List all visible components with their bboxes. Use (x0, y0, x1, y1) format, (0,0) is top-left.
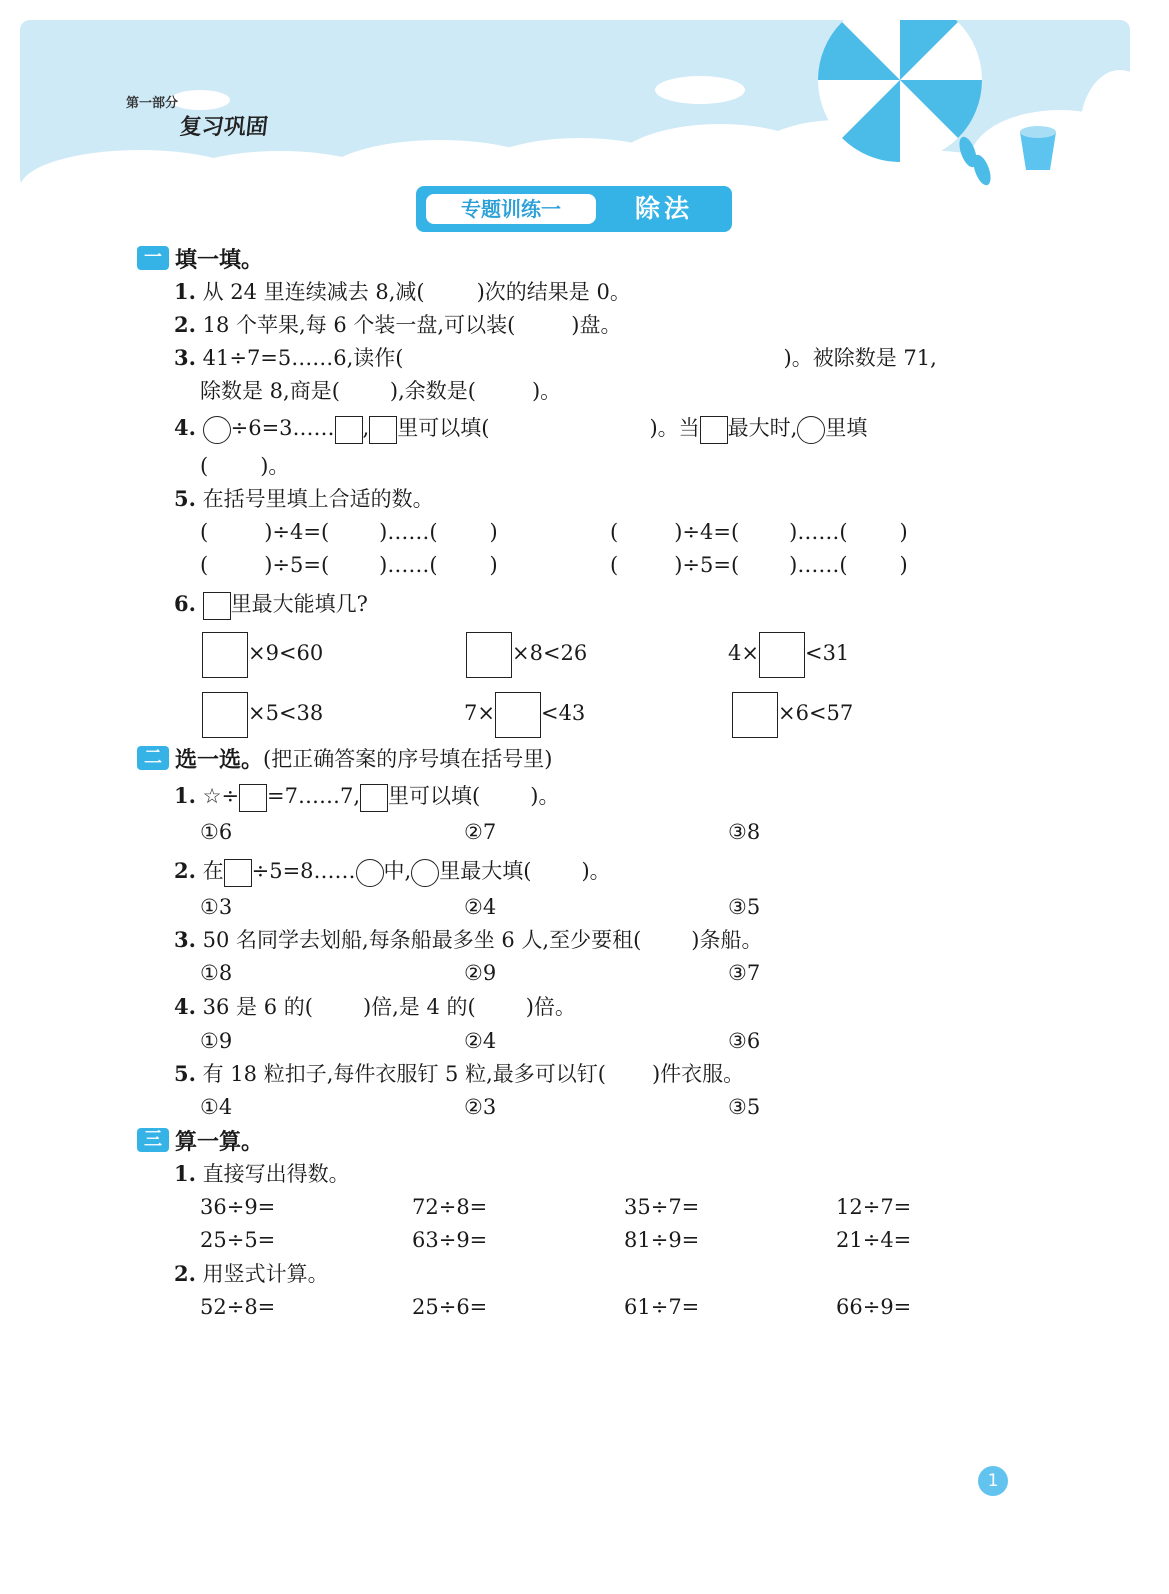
calc-item: 25÷6= (412, 1295, 488, 1319)
calc-item: 21÷4= (836, 1228, 912, 1252)
section-note: (把正确答案的序号填在括号里) (263, 747, 553, 771)
option[interactable]: ②3 (464, 1095, 497, 1119)
box-blank[interactable] (360, 784, 388, 812)
question-1-6-item-4: ×5<38 (202, 690, 323, 738)
question-1-1: 1. 从 24 里连续减去 8,减( )次的结果是 0。 (174, 279, 631, 304)
section-3-heading (137, 1126, 263, 1154)
box-blank[interactable] (732, 692, 778, 738)
section-title: 算一算。 (175, 1129, 264, 1155)
box-blank[interactable] (369, 416, 397, 444)
question-1-6-item-6: ×6<57 (732, 690, 853, 738)
sky-background (20, 20, 1130, 188)
option[interactable]: ②9 (464, 961, 497, 985)
question-2-3: 3. 50 名同学去划船,每条船最多坐 6 人,至少要租( )条船。 (174, 927, 763, 952)
option[interactable]: ③7 (728, 961, 761, 985)
calc-item: 66÷9= (836, 1295, 912, 1319)
section-2-heading (137, 744, 552, 772)
box-blank[interactable] (759, 632, 805, 678)
box-blank[interactable] (495, 692, 541, 738)
question-3-2: 2. 用竖式计算。 (174, 1261, 329, 1286)
question-1-6-item-5: 7× <43 (464, 690, 585, 738)
question-1-2: 2. 18 个苹果,每 6 个装一盘,可以装( )盘。 (174, 312, 622, 337)
question-1-5-row-2a: ( )÷5=( )……( ) (200, 553, 498, 577)
calc-item: 35÷7= (624, 1195, 700, 1219)
calc-item: 12÷7= (836, 1195, 912, 1219)
section-badge: 一 (137, 246, 169, 270)
question-1-4: 4. ÷6=3…… , 里可以填( )。当 最大时, 里填 (174, 414, 867, 444)
page-number: 1 (978, 1466, 1008, 1496)
circle-blank[interactable] (797, 416, 825, 444)
calc-item: 81÷9= (624, 1228, 700, 1252)
part-label-big: 复习巩固 (178, 115, 270, 140)
circle-blank[interactable] (411, 859, 439, 887)
question-2-5: 5. 有 18 粒扣子,每件衣服钉 5 粒,最多可以钉( )件衣服。 (174, 1061, 745, 1086)
option[interactable]: ③8 (728, 820, 761, 844)
calc-item: 63÷9= (412, 1228, 488, 1252)
header-illustration (20, 20, 1130, 188)
question-2-1: 1. ☆÷ =7……7, 里可以填( )。 (174, 782, 559, 812)
box-blank[interactable] (335, 416, 363, 444)
box-blank[interactable] (202, 632, 248, 678)
question-1-3-cont: 除数是 8,商是( ),余数是( )。 (200, 379, 562, 403)
section-badge: 二 (137, 746, 169, 770)
circle-blank[interactable] (203, 416, 231, 444)
question-3-1: 1. 直接写出得数。 (174, 1161, 350, 1186)
box-blank[interactable] (239, 784, 267, 812)
question-1-5-row-1b: ( )÷4=( )……( ) (610, 520, 908, 544)
banner-topic: 除法 (634, 194, 693, 223)
question-1-6-item-1: ×9<60 (202, 630, 323, 678)
bucket-icon (1020, 126, 1056, 170)
option[interactable]: ①4 (200, 1095, 233, 1119)
question-1-6-item-2: ×8<26 (466, 630, 587, 678)
question-2-2: 2. 在 ÷5=8…… 中, 里最大填( )。 (174, 857, 611, 887)
section-1-heading (137, 244, 263, 272)
option[interactable]: ③6 (728, 1029, 761, 1053)
section-title: 选一选。 (175, 747, 264, 773)
part-label-small: 第一部分 (126, 96, 179, 111)
option[interactable]: ①9 (200, 1029, 233, 1053)
option[interactable]: ①3 (200, 895, 233, 919)
banner-label: 专题训练一 (426, 194, 596, 224)
calc-item: 25÷5= (200, 1228, 276, 1252)
option[interactable]: ②4 (464, 895, 497, 919)
calc-item: 52÷8= (200, 1295, 276, 1319)
circle-blank[interactable] (356, 859, 384, 887)
section-title: 填一填。 (175, 247, 264, 273)
question-1-4-cont: ( )。 (200, 454, 290, 478)
question-1-5: 5. 在括号里填上合适的数。 (174, 486, 434, 511)
calc-item: 36÷9= (200, 1195, 276, 1219)
box-blank[interactable] (224, 859, 252, 887)
option[interactable]: ③5 (728, 895, 761, 919)
question-1-5-row-2b: ( )÷5=( )……( ) (610, 553, 908, 577)
topic-banner (416, 186, 732, 232)
box-blank[interactable] (700, 416, 728, 444)
section-badge: 三 (137, 1128, 169, 1152)
option[interactable]: ①8 (200, 961, 233, 985)
box-blank[interactable] (203, 592, 231, 620)
calc-item: 61÷7= (624, 1295, 700, 1319)
box-blank[interactable] (466, 632, 512, 678)
option[interactable]: ②4 (464, 1029, 497, 1053)
option[interactable]: ②7 (464, 820, 497, 844)
question-1-3: 3. 41÷7=5……6,读作( )。被除数是 71, (174, 345, 937, 370)
calc-item: 72÷8= (412, 1195, 488, 1219)
option[interactable]: ③5 (728, 1095, 761, 1119)
option[interactable]: ①6 (200, 820, 233, 844)
question-1-6: 6. 里最大能填几? (174, 590, 368, 620)
question-1-6-item-3: 4× <31 (728, 630, 849, 678)
box-blank[interactable] (202, 692, 248, 738)
question-1-5-row-1a: ( )÷4=( )……( ) (200, 520, 498, 544)
question-2-4: 4. 36 是 6 的( )倍,是 4 的( )倍。 (174, 994, 576, 1019)
